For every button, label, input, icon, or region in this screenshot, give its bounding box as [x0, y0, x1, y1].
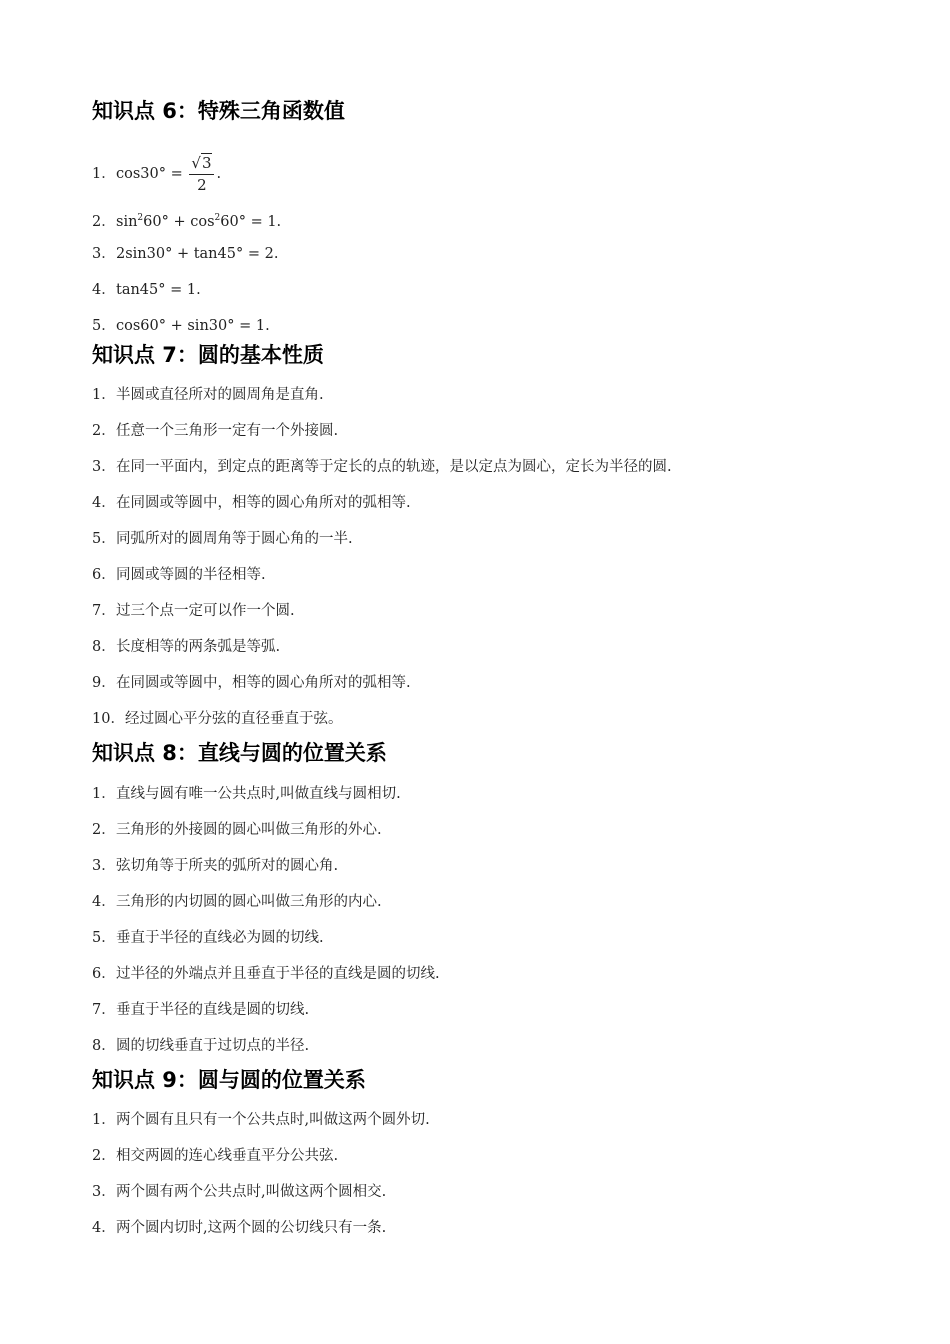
section-title: 知识点 7：圆的基本性质: [92, 343, 324, 367]
item-text: 三角形的内切圆的圆心叫做三角形的内心.: [116, 894, 382, 910]
item-text: 三角形的外接圆的圆心叫做三角形的外心.: [116, 822, 382, 838]
item-number: 7．: [92, 1002, 116, 1018]
item-number: 3．: [92, 246, 116, 262]
list-item: [92, 992, 892, 1028]
formula-part: 60° = 1.: [220, 214, 282, 230]
item-text: 过半径的外端点并且垂直于半径的直线是圆的切线.: [116, 966, 440, 982]
list-item: [92, 1102, 892, 1138]
item-number: 9．: [92, 675, 116, 691]
item-number: 4．: [92, 1220, 116, 1236]
formula-end: .: [216, 166, 222, 182]
exponent: 2: [137, 213, 144, 223]
item-number: 2．: [92, 214, 116, 230]
list-item: [92, 776, 892, 812]
item-number: 5．: [92, 318, 116, 334]
list-item: [92, 884, 892, 920]
list-item: [92, 1138, 892, 1174]
item-text: 在同一平面内，到定点的距离等于定长的点的轨迹，是以定点为圆心，定长为半径的圆.: [116, 459, 672, 475]
item-text: 圆的切线垂直于过切点的半径.: [116, 1038, 310, 1054]
item-text: 两个圆内切时,这两个圆的公切线只有一条.: [116, 1220, 387, 1236]
list-item: [92, 272, 892, 308]
item-number: 4．: [92, 894, 116, 910]
fraction: [189, 153, 214, 194]
list-item: [92, 1174, 892, 1210]
item-number: 10．: [92, 711, 125, 727]
item-number: 2．: [92, 423, 116, 439]
item-list: [92, 1102, 892, 1246]
item-number: 5．: [92, 531, 116, 547]
item-number: 3．: [92, 459, 116, 475]
item-text: 两个圆有且只有一个公共点时,叫做这两个圆外切.: [116, 1112, 430, 1128]
list-item: [92, 413, 892, 449]
item-text: 长度相等的两条弧是等弧.: [116, 639, 281, 655]
list-item: [92, 557, 892, 593]
item-text: 在同圆或等圆中，相等的圆心角所对的弧相等.: [116, 675, 411, 691]
item-number: 1．: [92, 387, 116, 403]
list-item: [92, 920, 892, 956]
list-item: [92, 1210, 892, 1246]
item-list: [92, 377, 892, 737]
item-text: 2sin30° + tan45° = 2.: [116, 246, 279, 262]
item-text: 过三个点一定可以作一个圆.: [116, 603, 295, 619]
item-text: cos60° + sin30° = 1.: [116, 318, 270, 334]
section-9: [92, 1066, 892, 1246]
item-text: 任意一个三角形一定有一个外接圆.: [116, 423, 339, 439]
list-item: [92, 521, 892, 557]
item-number: 4．: [92, 495, 116, 511]
section-title: 知识点 9：圆与圆的位置关系: [92, 1068, 366, 1092]
item-number: 1．: [92, 166, 116, 182]
item-text: 直线与圆有唯一公共点时,叫做直线与圆相切.: [116, 786, 401, 802]
item-text: 同圆或等圆的半径相等.: [116, 567, 266, 583]
item-text: tan45° = 1.: [116, 282, 201, 298]
list-item: [92, 593, 892, 629]
item-text: 经过圆心平分弦的直径垂直于弦。: [124, 711, 343, 727]
formula-part: sin: [116, 214, 138, 230]
list-item: [92, 148, 892, 200]
list-item: [92, 200, 892, 236]
list-item: [92, 956, 892, 992]
list-item: [92, 701, 892, 737]
item-list: [92, 148, 892, 344]
section-title: 知识点 6：特殊三角函数值: [92, 99, 345, 123]
item-number: 6．: [92, 966, 116, 982]
item-number: 8．: [92, 639, 116, 655]
exponent: 2: [214, 213, 221, 223]
item-number: 5．: [92, 930, 116, 946]
section-8: [92, 739, 892, 1064]
fraction-denominator: 2: [197, 175, 207, 194]
item-number: 3．: [92, 858, 116, 874]
item-list: [92, 776, 892, 1064]
list-item: [92, 236, 892, 272]
list-item: [92, 848, 892, 884]
item-number: 6．: [92, 567, 116, 583]
item-text: 垂直于半径的直线是圆的切线.: [116, 1002, 310, 1018]
item-number: 8．: [92, 1038, 116, 1054]
item-number: 2．: [92, 822, 116, 838]
list-item: [92, 665, 892, 701]
item-number: 1．: [92, 1112, 116, 1128]
item-text: 相交两圆的连心线垂直平分公共弦.: [116, 1148, 339, 1164]
section-7: [92, 341, 892, 737]
item-text: 两个圆有两个公共点时,叫做这两个圆相交.: [116, 1184, 387, 1200]
list-item: [92, 812, 892, 848]
item-number: 3．: [92, 1184, 116, 1200]
item-text: 弦切角等于所夹的弧所对的圆心角.: [116, 858, 339, 874]
fraction-numerator: 3: [201, 153, 212, 172]
sqrt-symbol: √3: [191, 153, 212, 172]
list-item: [92, 308, 892, 344]
item-number: 7．: [92, 603, 116, 619]
item-text: 同弧所对的圆周角等于圆心角的一半.: [116, 531, 353, 547]
list-item: [92, 485, 892, 521]
list-item: [92, 449, 892, 485]
formula-part: 60° + cos: [143, 214, 215, 230]
item-text: 垂直于半径的直线必为圆的切线.: [116, 930, 324, 946]
item-text: 在同圆或等圆中，相等的圆心角所对的弧相等.: [116, 495, 411, 511]
list-item: [92, 377, 892, 413]
item-text: 半圆或直径所对的圆周角是直角.: [116, 387, 324, 403]
section-6: [92, 97, 892, 344]
item-number: 2．: [92, 1148, 116, 1164]
list-item: [92, 1028, 892, 1064]
formula-text: cos30° =: [116, 166, 188, 182]
section-title: 知识点 8：直线与圆的位置关系: [92, 741, 387, 765]
list-item: [92, 629, 892, 665]
item-number: 1．: [92, 786, 116, 802]
item-number: 4．: [92, 282, 116, 298]
